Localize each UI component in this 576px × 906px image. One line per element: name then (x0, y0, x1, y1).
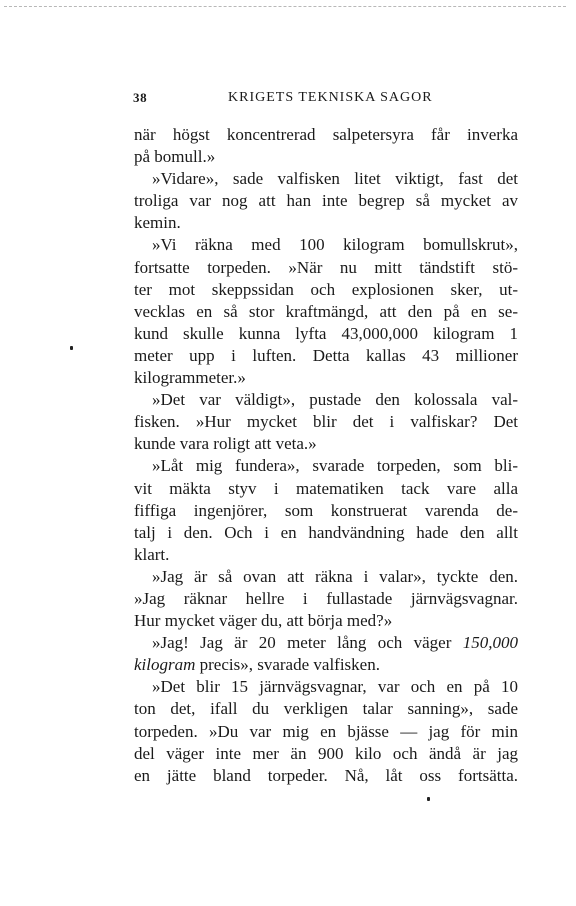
text-line: kilogrammeter.» (134, 368, 246, 388)
text-line: »Det var väldigt», pustade den kolossala val- (152, 390, 518, 410)
text-segment: precis», svarade valfisken. (199, 655, 380, 675)
margin-speck (427, 797, 430, 801)
text-line: ton det, ifall du verkligen talar sanning», sade (134, 699, 518, 719)
text-line: kunde vara roligt att veta.» (134, 434, 317, 454)
text-line: fortsatte torpeden. »När nu mitt tändstift stö- (134, 257, 518, 277)
running-title: KRIGETS TEKNISKA SAGOR (228, 90, 433, 105)
text-line: talj i den. Och i en handvändning hade den allt (134, 522, 518, 542)
text-line: vit mäkta styv i matematiken tack vare alla (134, 478, 518, 498)
text-line: »Låt mig fundera», svarade torpeden, som bli- (152, 456, 518, 476)
text-line: klart. (134, 544, 170, 564)
text-line: »Vi räkna med 100 kilogram bomullskrut», (152, 235, 518, 255)
text-line: »Jag räknar hellre i fullastade järnvägsvagnar. (134, 588, 518, 608)
text-line: torpeden. »Du var mig en bjässe — jag för min (134, 721, 518, 741)
text-line: fisken. »Hur mycket blir det i valfiskar? Det (134, 412, 518, 432)
text-line: en jätte bland torpeder. Nå, låt oss fortsätta. (134, 765, 518, 785)
text-line: del väger inte mer än 900 kilo och ändå är jag (134, 743, 518, 763)
body-text (134, 124, 518, 787)
text-line: »Jag är så ovan att räkna i valar», tyckte den. (152, 566, 518, 586)
text-line: Hur mycket väger du, att börja med?» (134, 611, 393, 631)
text-line: kund skulle kunna lyfta 43,000,000 kilogram 1 (134, 323, 518, 343)
text-line-with-italic (134, 632, 518, 654)
text-line: ter mot skeppssidan och explosionen sker, ut- (134, 279, 518, 299)
top-scan-edge (4, 6, 566, 7)
margin-speck (70, 346, 73, 350)
page-number: 38 (133, 90, 148, 105)
text-line: vecklas en så stor kraftmängd, att den på en se- (134, 301, 518, 321)
text-line: »Vidare», sade valfisken litet viktigt, fast det (152, 169, 518, 189)
text-line: troliga var nog att han inte begrep så mycket av (134, 191, 518, 211)
text-line: när högst koncentrerad salpetersyra får inverka (134, 125, 518, 144)
text-line: fiffiga ingenjörer, som konstruerat varenda de- (134, 500, 518, 520)
italic-unit: kilogram (134, 655, 196, 675)
text-line-with-italic (134, 654, 518, 676)
text-line: »Det blir 15 järnvägsvagnar, var och en på 10 (152, 677, 518, 697)
text-segment: »Jag! Jag är 20 meter lång och väger (152, 633, 452, 653)
text-line: kemin. (134, 213, 181, 233)
text-line: meter upp i luften. Detta kallas 43 millioner (134, 345, 518, 365)
page-header (133, 90, 518, 110)
italic-weight: 150,000 (462, 633, 518, 653)
text-line: på bomull.» (134, 147, 216, 167)
